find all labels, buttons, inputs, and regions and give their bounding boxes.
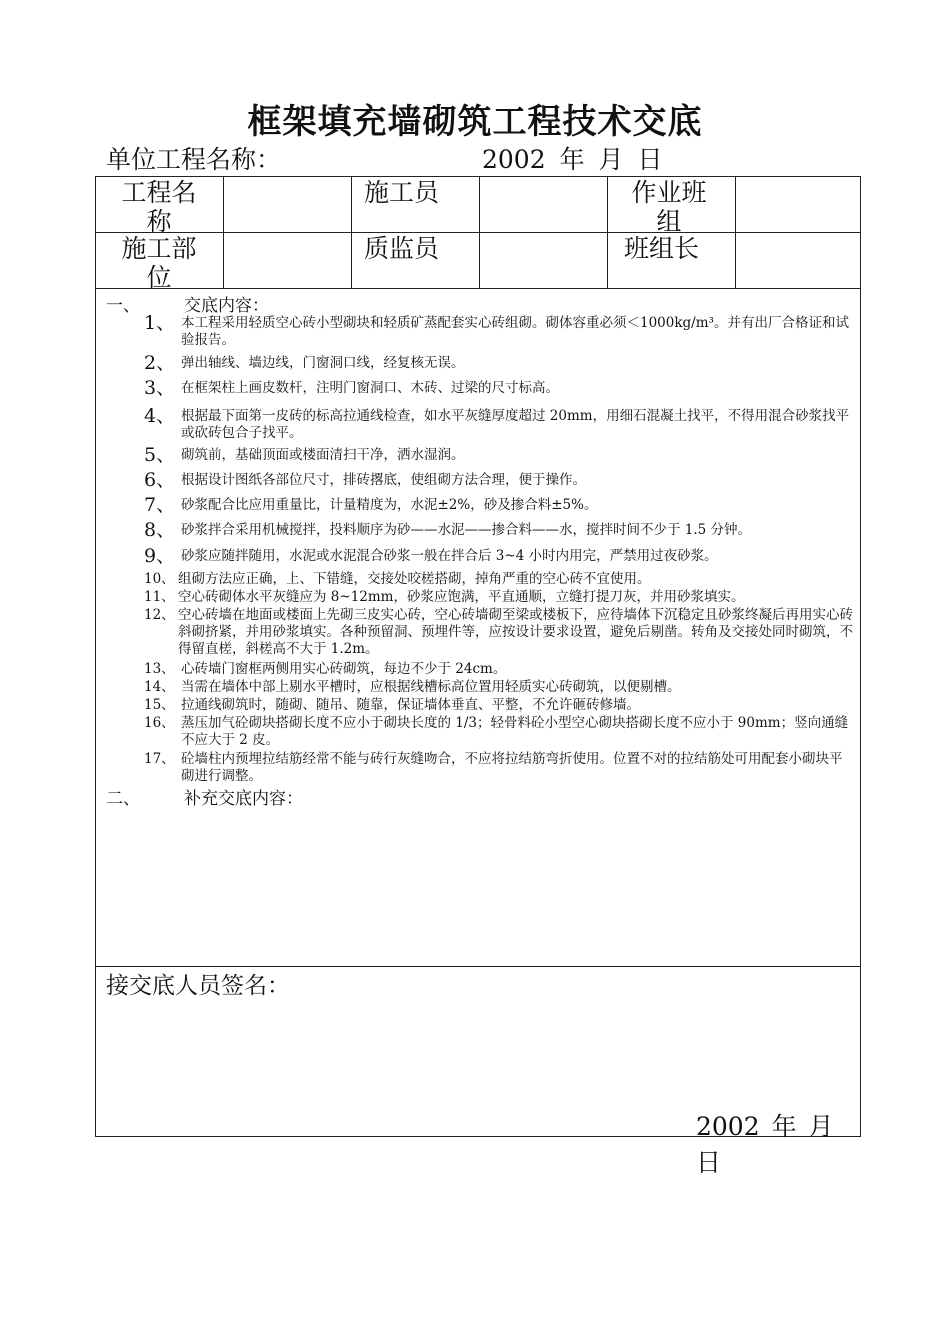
work-team-label: 作业班组 [631, 178, 707, 236]
item-number: 14、 [144, 679, 175, 695]
item-text: 拉通线砌筑时，随砌、随吊、随靠，保证墙体垂直、平整，不允许砸砖修墙。 [181, 697, 640, 713]
item-text: 砌筑前，基础顶面或楼面清扫干净，洒水湿润。 [181, 447, 465, 463]
item-number: 17、 [144, 751, 175, 767]
item-number: 8、 [144, 519, 176, 541]
item-text: 空心砖墙在地面或楼面上先砌三皮实心砖，空心砖墙砌至梁或楼板下，应待墙体下沉稳定且砂浆终凝后再用实心砖斜砌挤紧，并用砂浆填实。各种预留洞、预埋件等，应按设计要求设置，避免后剔凿。转角及交接处同时砌筑，不得留直槎，斜槎高不大于 1.2m。 [178, 607, 853, 657]
signature-label: 接交底人员签名： [106, 973, 290, 999]
col-divider [607, 177, 608, 288]
item-text: 砂浆应随拌随用，水泥或水泥混合砂浆一般在拌合后 3~4 小时内用完，严禁用过夜砂浆。 [181, 548, 718, 564]
item-text: 砂浆配合比应用重量比，计量精度为，水泥±2%，砂及掺合料±5%。 [181, 497, 598, 513]
construction-worker-label: 施工员 [364, 178, 440, 207]
item-text: 心砖墙门窗框两侧用实心砖砌筑，每边不少于 24cm。 [181, 661, 507, 677]
item-text: 砼墙柱内预埋拉结筋经常不能与砖行灰缝吻合，不应将拉结筋弯折使用。位置不对的拉结筋处可用配套小砌块平砌进行调整。 [181, 751, 843, 784]
page-title: 框架填充墙砌筑工程技术交底 [247, 102, 703, 142]
quality-inspector-label: 质监员 [364, 234, 440, 263]
col-divider [735, 177, 736, 288]
item-number: 10、 [144, 571, 175, 587]
section-2-number: 二、 [106, 789, 140, 809]
item-number: 16、 [144, 715, 175, 731]
header-date: 2002 年 月 日 [482, 145, 663, 174]
item-number: 2、 [144, 352, 176, 374]
item-number: 1、 [144, 312, 176, 334]
item-number: 13、 [144, 661, 175, 677]
team-leader-label: 班组长 [624, 234, 700, 263]
item-text: 在框架柱上画皮数杆，注明门窗洞口、木砖、过梁的尺寸标高。 [181, 380, 559, 396]
col-divider [479, 177, 480, 288]
row-divider [96, 232, 860, 233]
item-number: 6、 [144, 469, 176, 491]
item-number: 7、 [144, 494, 176, 516]
item-number: 5、 [144, 444, 176, 466]
col-divider [351, 177, 352, 288]
section-1-number: 一、 [106, 296, 140, 316]
section-1-title: 交底内容： [184, 296, 269, 316]
handover-form [95, 176, 861, 1177]
item-number: 3、 [144, 377, 176, 399]
col-divider [223, 177, 224, 288]
item-text: 根据设计图纸各部位尺寸，排砖撂底，使组砌方法合理，便于操作。 [181, 472, 586, 488]
section-2-heading [106, 784, 303, 809]
construction-part-label: 施工部位 [121, 234, 197, 292]
item-number: 11、 [144, 589, 175, 605]
unit-project-name-label: 单位工程名称： [106, 145, 282, 174]
section-1-heading [106, 291, 269, 316]
item-text: 空心砖砌体水平灰缝应为 8~12mm，砂浆应饱满，平直通顺，立缝打提刀灰，并用砂浆填实。 [178, 589, 745, 605]
item-text: 当需在墙体中部上剔水平槽时，应根据线槽标高位置用轻质实心砖砌筑，以便剔槽。 [181, 679, 681, 695]
section-2-title: 补充交底内容： [184, 789, 303, 809]
item-text: 弹出轴线、墙边线，门窗洞口线，经复核无误。 [181, 355, 465, 371]
item-text: 本工程采用轻质空心砖小型砌块和轻质矿蒸配套实心砖组砌。砌体容重必须＜1000kg/m³。并有出厂合格证和试验报告。 [181, 315, 849, 348]
item-text: 组砌方法应正确，上、下错缝，交接处咬槎搭砌，掉角严重的空心砖不宜使用。 [178, 571, 651, 587]
item-text: 蒸压加气砼砌块搭砌长度不应小于砌块长度的 1/3；轻骨料砼小型空心砌块搭砌长度不应小于 90mm；竖向通缝不应大于 2 皮。 [181, 715, 849, 748]
item-text: 根据最下面第一皮砖的标高拉通线检查，如水平灰缝厚度超过 20mm，用细石混凝土找平，不得用混合砂浆找平或砍砖包合子找平。 [181, 408, 850, 441]
item-number: 4、 [144, 405, 176, 427]
item-number: 15、 [144, 697, 175, 713]
item-number: 12、 [144, 607, 175, 623]
row-divider [96, 288, 860, 289]
signature-date: 2002 年 月 日 [696, 1112, 834, 1177]
item-number: 9、 [144, 545, 176, 567]
project-name-label: 工程名称 [121, 178, 197, 236]
item-text: 砂浆拌合采用机械搅拌，投料顺序为砂——水泥——掺合料——水，搅拌时间不少于 1.5 分钟。 [181, 522, 752, 538]
